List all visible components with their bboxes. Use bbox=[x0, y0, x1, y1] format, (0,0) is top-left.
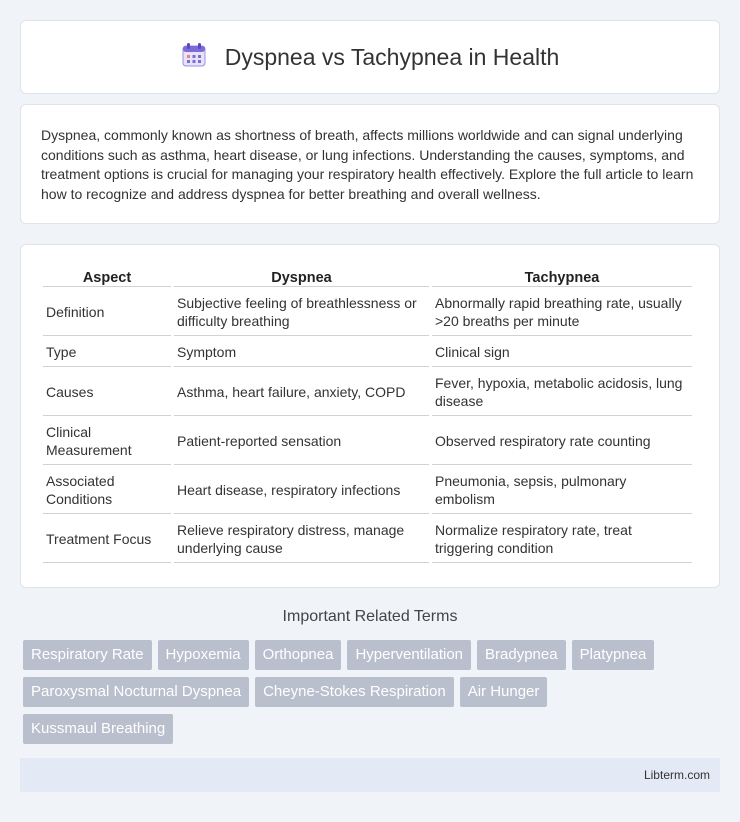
row-tachypnea: Fever, hypoxia, metabolic acidosis, lung disease bbox=[432, 369, 692, 416]
related-term-tag[interactable]: Bradypnea bbox=[477, 640, 566, 670]
footer-brand-link[interactable]: Libterm.com bbox=[643, 768, 710, 782]
header-aspect: Aspect bbox=[43, 267, 171, 287]
comparison-table bbox=[40, 265, 695, 565]
header-tachypnea: Tachypnea bbox=[432, 267, 692, 287]
calendar-icon bbox=[181, 42, 207, 73]
row-tachypnea: Clinical sign bbox=[432, 338, 692, 367]
related-term-tag[interactable]: Respiratory Rate bbox=[23, 640, 152, 670]
title-wrap bbox=[181, 42, 560, 73]
table-row bbox=[43, 289, 692, 336]
related-term-tag[interactable]: Cheyne-Stokes Respiration bbox=[255, 677, 454, 707]
row-tachypnea: Pneumonia, sepsis, pulmonary embolism bbox=[432, 467, 692, 514]
row-dyspnea: Patient-reported sensation bbox=[174, 418, 429, 465]
row-tachypnea: Abnormally rapid breathing rate, usually >20 breaths per minute bbox=[432, 289, 692, 336]
page-title: Dyspnea vs Tachypnea in Health bbox=[224, 43, 560, 70]
intro-text: Dyspnea, commonly known as shortness of breath, affects millions worldwide and can signal underlying conditions such as asthma, heart disease, or lung infections. Understanding the causes, symptoms, and treatment options is crucial for managing your respiratory health effectively. Explore the full article to learn how to recognize and address dyspnea for better breathing and overall wellness. bbox=[41, 127, 694, 202]
header-dyspnea: Dyspnea bbox=[174, 267, 429, 287]
row-aspect: Clinical Measurement bbox=[43, 418, 171, 465]
table-row bbox=[43, 369, 692, 416]
row-dyspnea: Symptom bbox=[174, 338, 429, 367]
row-aspect: Definition bbox=[43, 289, 171, 336]
row-aspect: Associated Conditions bbox=[43, 467, 171, 514]
related-term-tag[interactable]: Kussmaul Breathing bbox=[23, 714, 173, 744]
intro-card bbox=[20, 104, 720, 224]
related-term-tag[interactable]: Paroxysmal Nocturnal Dyspnea bbox=[23, 677, 249, 707]
related-terms-list bbox=[23, 640, 703, 744]
row-tachypnea: Observed respiratory rate counting bbox=[432, 418, 692, 465]
row-dyspnea: Heart disease, respiratory infections bbox=[174, 467, 429, 514]
table-card bbox=[20, 244, 720, 588]
table-header-row bbox=[43, 267, 692, 287]
related-term-tag[interactable]: Platypnea bbox=[572, 640, 655, 670]
row-tachypnea: Normalize respiratory rate, treat triggering condition bbox=[432, 516, 692, 563]
related-terms-title: Important Related Terms bbox=[282, 608, 458, 625]
row-dyspnea: Relieve respiratory distress, manage underlying cause bbox=[174, 516, 429, 563]
related-term-tag[interactable]: Hyperventilation bbox=[347, 640, 471, 670]
row-dyspnea: Asthma, heart failure, anxiety, COPD bbox=[174, 369, 429, 416]
related-term-tag[interactable]: Orthopnea bbox=[255, 640, 342, 670]
row-aspect: Treatment Focus bbox=[43, 516, 171, 563]
row-aspect: Type bbox=[43, 338, 171, 367]
header-card bbox=[20, 20, 720, 94]
table-row bbox=[43, 418, 692, 465]
row-dyspnea: Subjective feeling of breathlessness or difficulty breathing bbox=[174, 289, 429, 336]
row-aspect: Causes bbox=[43, 369, 171, 416]
table-row bbox=[43, 467, 692, 514]
table-row bbox=[43, 516, 692, 563]
table-row bbox=[43, 338, 692, 367]
footer bbox=[20, 758, 720, 792]
related-term-tag[interactable]: Air Hunger bbox=[460, 677, 548, 707]
related-term-tag[interactable]: Hypoxemia bbox=[158, 640, 249, 670]
